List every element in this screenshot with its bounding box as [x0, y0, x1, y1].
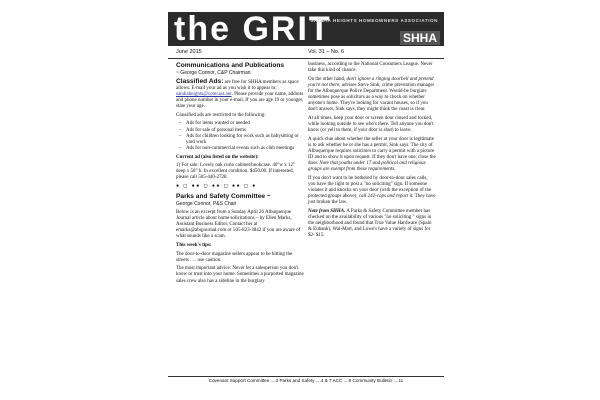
p2-italic: don't ignore a ringing doorbell and pretend you're not there — [308, 76, 434, 88]
restricted-list — [176, 121, 304, 151]
page-index-footer: Covenant Support Committee ....3 Parks and Safety ....4 & 7 ACC ....8 Community Bulletin ....11 — [168, 376, 444, 386]
p5-text-a: If you don't want to be bothered by door-to-door sales calls, you have the right to post a "no soliciting" sign. If someone violates it and knocks on your door (with the exception of the protected groups above), — [308, 175, 432, 200]
classified-paragraph — [176, 79, 304, 110]
current-ad: 1) For sale: Lovely oak curio cabinet/bookcase. 40"w x 12" deep x 58" h. In excellent condition. $450.00. If interested, please call 505-440-2728. — [176, 163, 296, 181]
right-paragraph-6 — [308, 209, 436, 239]
parks-heading: Parks and Safety Committee ~ — [176, 193, 271, 201]
newsletter-page — [168, 0, 444, 400]
list-item: – Ads for sale of personal items — [186, 128, 304, 134]
list-item: – Ads for items wanted or needed — [186, 121, 304, 127]
right-paragraph-2 — [308, 77, 436, 114]
right-paragraph-5 — [308, 176, 436, 206]
current-ad-heading: Current ad (also listed on the website): — [176, 154, 259, 160]
issue-bar — [168, 48, 444, 59]
classified-text-2: . Please provide your name, address and phone number in your e-mail. If you are age 19 or younger, state your age. — [176, 91, 304, 110]
tips-paragraph-2: The most important advice: Never let a salesperson you don't know or trust into your home. Sometimes a purported magazine sales crew also has a sideline in the burglary — [176, 266, 304, 284]
classified-text-1: are free for SHHA members as space allows. E-mail your ad as you wish it to appear to: — [176, 79, 299, 91]
right-paragraph-3: At all times, keep your door or screen door closed and locked, while looking outside to see who's there. Tell anyone you don't know (or yell to them, if your door is shut) to leave. — [308, 115, 434, 134]
list-item: – Ads for children looking for work such as babysitting or yard work — [186, 134, 304, 146]
email-link[interactable]: sandiaheights@comcast.net — [176, 91, 232, 97]
parks-paragraph: Below is an excerpt from a Sunday April 26 Albuquerque Journal article about home solicitations – by Ellen Marks, Assistant Business Editor. Contact her at emarks@abqjournal.com or 505-823-3842 if you are aware of what sounds like a scam. — [176, 209, 301, 240]
right-column — [308, 62, 436, 242]
issue-volume: Vol. 31 – No. 6 — [308, 49, 345, 55]
p5-text-b: They have just broken the law. — [308, 194, 436, 206]
right-paragraph-1: business, according to the National Consumers League. Never take this kind of chance. — [308, 62, 433, 74]
comm-byline: ~ George Connor, C&P Chairman — [176, 69, 251, 76]
p6-lead: Note from SHHA. — [308, 209, 346, 215]
shha-logo: SHHA — [400, 31, 440, 45]
newsletter-title: the GRIT — [174, 12, 332, 46]
association-name: SANDIA HEIGHTS HOMEOWNERS ASSOCIATION — [310, 18, 438, 23]
masthead — [168, 12, 444, 46]
right-paragraph-4 — [308, 137, 436, 174]
section-divider: ● ◻ ●● ◻ ●● ◻ ●● ◻ ● — [176, 184, 257, 190]
tips-heading: This week's tips: — [176, 242, 212, 248]
p2-text-b: , advises Steve Sink, crime prevention manager for the Albuquerque Police Department. Would-be burglars sometimes pose as solicitors as a way to check on whether anyone's home. They're looking for vacant houses, so if you don't answer, Sink says, they might think the coast is clear. — [308, 82, 435, 113]
restricted-intro: Classified ads are restricted to the following: — [176, 112, 266, 118]
p4-italic: Note that youths under 17 and political and religious groups are exempt from these requirements. — [308, 161, 426, 173]
left-column — [176, 62, 304, 287]
comm-heading: Communications and Publications — [176, 62, 285, 69]
list-item: – Ads for non-commercial events such as club meetings — [186, 146, 304, 152]
tips-paragraph-1: The door-to-door magazine sellers appear to be hitting the streets . . . use caution. — [176, 251, 293, 263]
issue-date: June 2015 — [176, 49, 202, 55]
classified-lead: Classified Ads: — [176, 77, 224, 85]
p5-italic: call 242-cops and report it. — [358, 194, 414, 200]
parks-byline: George Connor, P&S Chair — [176, 200, 237, 207]
p2-text-a: On the other hand, — [308, 76, 347, 82]
p4-text-a: A quick clue about whether the seller at your door is legitimate is to ask whether he or she has a permit, Sink says. The city of Albuquerque requires solicitors to carry a permit with a picture ID and to show it upon request. If they don't have one, close the door. — [308, 136, 436, 167]
p6-text: A Parks & Safety Committee member has checked on the availability of various "no soliciting " signs in the neighborhood and found that True Value Hardware (Spain & Eubank), Wal-Mart, and Lowe's have a variety of signs for $2- $15. — [308, 209, 432, 239]
